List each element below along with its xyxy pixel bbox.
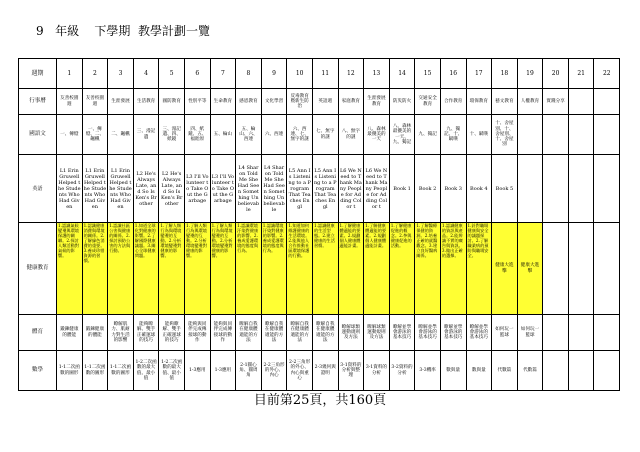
week-number: 4 — [133, 59, 159, 89]
calendar-cell — [568, 89, 594, 115]
math-cell: 3-1資料的分析與整理 — [338, 351, 364, 391]
health-cell: 1.針對職場健康與安全的議題探討。2.了解職業病的預防與職場安全。 — [466, 223, 492, 315]
health-cell: 1.認識環境汙染對健康的影響。2.養成愛護環境的態度與行為。 — [236, 223, 262, 315]
calendar-cell: 國防教育 — [159, 89, 185, 115]
english-cell: L5 Ann Is Listening to a Program That Teaches Engl — [287, 155, 313, 223]
health-cell: 1.認識健康的資訊與產品。2.能辨識不實的廣告與資訊。3.做出正確的選擇。 — [440, 223, 466, 315]
week-number: 11 — [312, 59, 338, 89]
row-label: 行事曆 — [19, 89, 57, 115]
week-number: 17 — [466, 59, 492, 89]
week-number: 3 — [108, 59, 134, 89]
english-cell: L5 Ann Is Listening to a Program That Teaches Engl — [312, 155, 338, 223]
calendar-cell: 感恩教育 — [236, 89, 262, 115]
english-cell: L4 Sharon Told Me She Had Seen Something Unbelievable — [261, 155, 287, 223]
chinese-cell: 八、森林最優美的一天 — [364, 115, 390, 155]
english-cell: L6 We Need to Thank Many People for Adding Color t — [338, 155, 364, 223]
calendar-cell: 防災防火 — [389, 89, 415, 115]
health-cell: 1.認識社區公害與健康的關係。2.探討預防公害的方法與行動。 — [108, 223, 134, 315]
pe-cell: 瞭解自我在健康體適能的方法 — [236, 315, 262, 351]
week-number: 7 — [210, 59, 236, 89]
english-cell: Book 2 — [415, 155, 441, 223]
health-cell: 1.了解人類行為與環境變遷的互動。2.分析環境變遷對健康的影響。 — [210, 223, 236, 315]
week-number: 18 — [492, 59, 518, 89]
math-cell: 3-2資料的分析 — [389, 351, 415, 391]
calendar-cell: 環保教育 — [466, 89, 492, 115]
chinese-cell: 五、輪山、六、西連 — [236, 115, 262, 155]
health-cell: 1.知道如何維護健康的生活環境。2.能與他人合作推動社區環境保護的行動。 — [287, 223, 313, 315]
math-cell: 3-1資料的分析 — [364, 351, 390, 391]
english-cell: L2 He's Always Late, and So Is Ken's Brother — [159, 155, 185, 223]
health-cell — [594, 223, 620, 315]
math-cell: 2-2三角形的外心、內心 — [261, 351, 287, 391]
row-health — [19, 223, 620, 315]
health-cell — [543, 223, 569, 315]
chinese-cell: 八、無字的謎 — [338, 115, 364, 155]
chinese-cell — [543, 115, 569, 155]
pe-cell: 瞭解自我在健康體適能的方法 — [287, 315, 313, 351]
math-cell: 2-2三角形的外心、內心與重心 — [287, 351, 313, 391]
health-cell: 1.了解健康促進的概念。2.參與健康促進的活動。 — [389, 223, 415, 315]
teaching-plan-table — [18, 58, 620, 391]
week-number: 12 — [338, 59, 364, 89]
chinese-cell: 七、無字的謎 — [312, 115, 338, 155]
chinese-cell: 二、飆楓 — [108, 115, 134, 155]
english-cell — [543, 155, 569, 223]
chinese-cell: 九、獨記 — [415, 115, 441, 155]
semester: 下學期 — [94, 24, 131, 38]
pe-cell — [543, 315, 569, 351]
english-cell: L3 I'll Volunteer to Take Out the Garbage — [184, 155, 210, 223]
english-cell: L3 I'll Volunteer to Take Out the Garbage — [210, 155, 236, 223]
week-number: 6 — [184, 59, 210, 89]
calendar-cell: 生活教育 — [133, 89, 159, 115]
pe-cell: 瞭解並學會游泳的基本技巧 — [440, 315, 466, 351]
pe-cell — [568, 315, 594, 351]
grade-unit: 年級 — [55, 24, 80, 38]
health-cell: 健康大進擊 — [492, 223, 518, 315]
health-cell: 1.知道全球化對健康的影響。2.了解國際健康議題。3.關心全球健康問題。 — [133, 223, 159, 315]
health-cell: 1.認識健康消費與環境的關係。2.了解綠色消費的重要。3.養成珍惜資源的習慣。 — [82, 223, 108, 315]
health-cell: 1.了解健康體適能的要素。2.規劃個人健康體適能計畫。 — [364, 223, 390, 315]
row-pe — [19, 315, 620, 351]
pe-cell: 鍛鍊健康的體能 — [57, 315, 83, 351]
row-math — [19, 351, 620, 391]
row-weeks — [19, 59, 620, 89]
pe-cell: 如何玩一籃球 — [517, 315, 543, 351]
week-number: 21 — [568, 59, 594, 89]
math-cell: 2-3幾何與證明 — [312, 351, 338, 391]
calendar-cell: 生涯發展 — [108, 89, 134, 115]
week-number: 10 — [287, 59, 313, 89]
calendar-cell: 實踐分享 — [543, 89, 569, 115]
week-number: 16 — [440, 59, 466, 89]
math-cell: 1-1二次函數的圖形 — [82, 351, 108, 391]
math-cell: 1-2二次函數的最大值、最小值 — [159, 351, 185, 391]
chinese-cell: 五、輪山 — [210, 115, 236, 155]
row-label: 週期 — [19, 59, 57, 89]
week-number: 2 — [82, 59, 108, 89]
health-cell — [568, 223, 594, 315]
calendar-cell: 文化學習 — [261, 89, 287, 115]
english-cell: L1 Erin Gruwell Helped the Students Who Had Given — [82, 155, 108, 223]
english-cell — [517, 155, 543, 223]
health-cell: 1.了解人類行為與環境變遷的互動。2.分析環境變遷對健康的影響。 — [184, 223, 210, 315]
row-calendar — [19, 89, 620, 115]
pe-cell: 能夠瞭解、雙手正確運球的技巧 — [133, 315, 159, 351]
row-label: 體育 — [19, 315, 57, 351]
pe-cell — [594, 315, 620, 351]
health-cell: 1.了解健康體適能的要素。2.規劃個人健康體適能計畫。 — [338, 223, 364, 315]
chinese-cell: 十、賦嘆 — [466, 115, 492, 155]
chinese-cell: 一、傳燈、二、飆楓 — [82, 115, 108, 155]
math-cell: 1-1二次函數的圖形 — [108, 351, 134, 391]
math-cell: 數與量 — [440, 351, 466, 391]
calendar-cell: 英語週 — [312, 89, 338, 115]
week-number: 15 — [415, 59, 441, 89]
math-cell — [543, 351, 569, 391]
chinese-cell: 三、漫記遺 — [133, 115, 159, 155]
calendar-cell: 合作教育 — [440, 89, 466, 115]
health-cell: 1.認識健康的生活型態。2.建立健康的生活習慣。 — [312, 223, 338, 315]
week-number: 8 — [236, 59, 262, 89]
math-cell: 2-1圓心角、圓周角 — [236, 351, 262, 391]
calendar-cell: 人權教育 — [517, 89, 543, 115]
week-number: 22 — [594, 59, 620, 89]
chinese-cell — [517, 115, 543, 155]
row-chinese — [19, 115, 620, 155]
grade-number: 9 — [36, 24, 44, 38]
calendar-cell: 家庭教育 — [338, 89, 364, 115]
calendar-cell: 交通安全教育 — [415, 89, 441, 115]
calendar-cell: 反毒教育暨新生防治 — [287, 89, 313, 115]
english-cell: L4 Sharon Told Me She Had Seen Something Unbelievable — [236, 155, 262, 223]
english-cell: Book 1 — [389, 155, 415, 223]
week-number: 19 — [517, 59, 543, 89]
week-number: 1 — [57, 59, 83, 89]
math-cell: 3-3機率 — [415, 351, 441, 391]
english-cell: L6 We Need to Thank Many People for Adding Color t — [364, 155, 390, 223]
calendar-cell: 生命教育 — [210, 89, 236, 115]
pe-cell: 能夠與同伴完成傳接球的動作 — [210, 315, 236, 351]
health-cell: 1.認識環境汙染對健康的影響。2.養成愛護環境的態度與行為。 — [261, 223, 287, 315]
calendar-cell — [594, 89, 620, 115]
math-cell: 代數篇 — [517, 351, 543, 391]
math-cell: 1-3應用 — [184, 351, 210, 391]
english-cell: L1 Erin Gruwell Helped the Students Who Had Given — [108, 155, 134, 223]
english-cell: L1 Erin Gruwell Helped the Students Who Had Given — [57, 155, 83, 223]
row-english — [19, 155, 620, 223]
math-cell: 代數篇 — [492, 351, 518, 391]
chinese-cell: 十、舍屋別、十、舍屋別、十、舍屋別 — [492, 115, 518, 155]
math-cell — [594, 351, 620, 391]
english-cell: Book 3 — [440, 155, 466, 223]
page-title: 教學計劃一覽 — [138, 24, 211, 38]
page-header — [36, 22, 210, 39]
health-cell: 健康大進擊 — [517, 223, 543, 315]
calendar-cell: 生涯發展教育 — [364, 89, 390, 115]
row-label: 國語文 — [19, 115, 57, 155]
pe-cell: 能夠瞭解、雙手正確運球的技巧 — [159, 315, 185, 351]
pe-cell: 瞭解自我在健康體適能的方法 — [312, 315, 338, 351]
health-cell: 1.了解人類行為與環境變遷的互動。2.分析環境變遷對健康的影響。 — [159, 223, 185, 315]
row-label: 健康教育 — [19, 223, 57, 315]
week-number: 20 — [543, 59, 569, 89]
chinese-cell: 四、紙鏡、五、福貽原 — [184, 115, 210, 155]
pe-cell: 瞭解球類運動規則及方法 — [364, 315, 390, 351]
math-cell: 1-2二次函數的最大值、最小值 — [133, 351, 159, 391]
pe-cell: 瞭解自我在健康體適能的方法 — [261, 315, 287, 351]
health-cell: 1.了解醫療保健的資源。2.培養正確的就醫觀念。3.建立良好醫病關係。 — [415, 223, 441, 315]
english-cell — [568, 155, 594, 223]
pe-cell: 如何玩一籃球 — [492, 315, 518, 351]
pe-cell: 瞭解球類運動規則及方法 — [338, 315, 364, 351]
pe-cell: 瞭解肌力、肌耐力對生活的影響 — [108, 315, 134, 351]
calendar-cell: 友善校園週 — [82, 89, 108, 115]
math-cell: 數與量 — [466, 351, 492, 391]
pe-cell: 瞭解並學會游泳的基本技巧 — [389, 315, 415, 351]
health-cell: 1.認識氣候變遷與環境保護的關聯。2.探討人類活動對氣候的影響。 — [57, 223, 83, 315]
calendar-cell: 性別平等 — [184, 89, 210, 115]
chinese-cell: 一、傳燈 — [57, 115, 83, 155]
english-cell: Book 5 — [492, 155, 518, 223]
page-indicator: 目前第25頁，共160頁 — [253, 393, 387, 408]
chinese-cell: 三、漫記遺、四、紙鏡 — [159, 115, 185, 155]
pe-cell: 瞭解並學會游泳的基本技巧 — [466, 315, 492, 351]
math-cell: 1-3應用 — [210, 351, 236, 391]
pe-cell: 瞭解並學會游泳的基本技巧 — [415, 315, 441, 351]
row-label: 數學 — [19, 351, 57, 391]
english-cell: Book 4 — [466, 155, 492, 223]
pe-cell: 能夠與同伴完成傳接球的動作 — [184, 315, 210, 351]
pe-cell: 鍛鍊健康的體能 — [82, 315, 108, 351]
chinese-cell: 八、森林最優美的一天、九、獨記 — [389, 115, 415, 155]
math-cell: 1-1二次函數的圖形 — [57, 351, 83, 391]
week-number: 14 — [389, 59, 415, 89]
english-cell — [594, 155, 620, 223]
week-number: 9 — [261, 59, 287, 89]
week-number: 13 — [364, 59, 390, 89]
row-label: 英語 — [19, 155, 57, 223]
calendar-cell: 友善校園週 — [57, 89, 83, 115]
chinese-cell: 六、西連、七、無字的謎 — [287, 115, 313, 155]
math-cell — [568, 351, 594, 391]
calendar-cell: 藝文教育 — [492, 89, 518, 115]
chinese-cell — [568, 115, 594, 155]
week-number: 5 — [159, 59, 185, 89]
chinese-cell — [594, 115, 620, 155]
chinese-cell: 六、西連 — [261, 115, 287, 155]
chinese-cell: 九、獨記、十、賦嘆 — [440, 115, 466, 155]
english-cell: L2 He's Always Late, and So Is Ken's Brother — [133, 155, 159, 223]
